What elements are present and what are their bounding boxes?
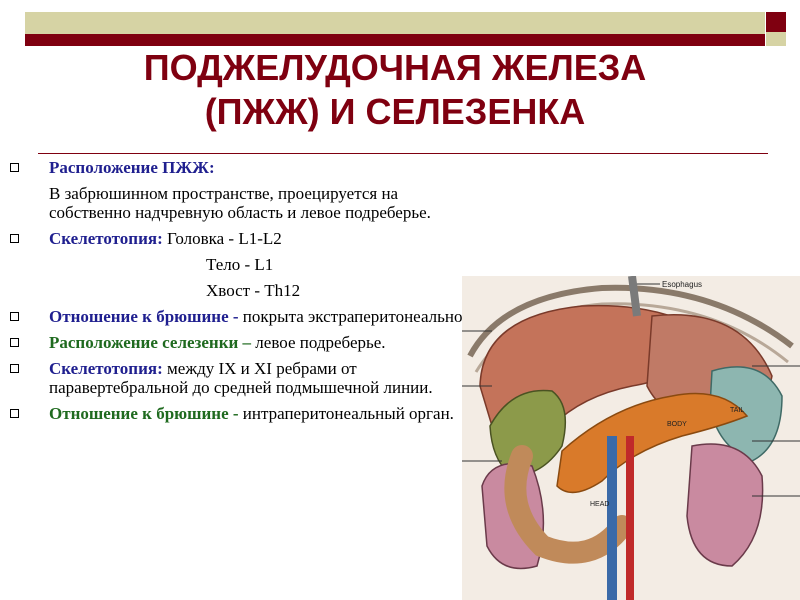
bullet-heading: Отношение к брюшине - [49, 404, 239, 423]
bullet-square-icon [10, 364, 19, 373]
bullet-text: интраперитонеальный орган. [238, 404, 454, 423]
esophagus-label: Esophagus [662, 280, 703, 289]
title-line-1: ПОДЖЕЛУДОЧНАЯ ЖЕЛЕЗА [143, 47, 647, 88]
bullet-heading: Скелетотопия: [49, 359, 163, 378]
bullet-text: Хвост - Th12 [206, 281, 301, 300]
bullet-heading: Скелетотопия: [49, 229, 163, 248]
bullet-square-icon [10, 312, 19, 321]
bullet-item-peritoneum-spleen [10, 404, 470, 423]
bullet-square-icon [10, 338, 19, 347]
bullet-list [10, 158, 470, 430]
bullet-item-tail-level [10, 281, 470, 300]
esophagus-shape [632, 276, 637, 316]
tail-label: TAIL [730, 407, 745, 414]
bullet-item-body-level [10, 255, 470, 274]
bullet-item-pancreas-location [10, 158, 470, 177]
header-band [25, 12, 765, 34]
bullet-text: между IX и XI ребрами от паравертебральной до средней подмышечной линии. [49, 359, 433, 397]
bullet-text: покрыта экстраперитонеально [238, 307, 463, 326]
bullet-item-pancreas-location-text [10, 184, 470, 222]
bullet-item-spleen-location [10, 333, 470, 352]
title-line-2: (ПЖЖ) И СЕЛЕЗЕНКА [204, 91, 586, 132]
header-accent-band [25, 34, 765, 46]
corner-decoration [766, 12, 786, 32]
title-divider [38, 153, 768, 154]
bullet-item-skeletotopy-spleen [10, 359, 470, 397]
bullet-heading: Отношение к брюшине - [49, 307, 239, 326]
bullet-square-icon [10, 163, 19, 172]
bullet-item-peritoneum-pancreas [10, 307, 470, 326]
pancreas-spleen-illustration [462, 276, 800, 600]
bullet-heading: Расположение селезенки – [49, 333, 252, 352]
slide-title [0, 46, 790, 134]
bullet-text: В забрюшинном пространстве, проецируется на собственно надчревную область и левое подреберье. [49, 184, 431, 222]
bullet-square-icon [10, 234, 19, 243]
bullet-square-icon [10, 409, 19, 418]
bullet-text: Тело - L1 [206, 255, 274, 274]
corner-decoration-light [766, 32, 786, 46]
bullet-item-skeletotopy-pancreas [10, 229, 470, 248]
bullet-heading: Расположение ПЖЖ: [49, 158, 215, 177]
head-label: HEAD [590, 501, 610, 508]
body-label: BODY [667, 421, 687, 428]
bullet-text: Головка - L1-L2 [162, 229, 282, 248]
bullet-text: левое подреберье. [251, 333, 386, 352]
